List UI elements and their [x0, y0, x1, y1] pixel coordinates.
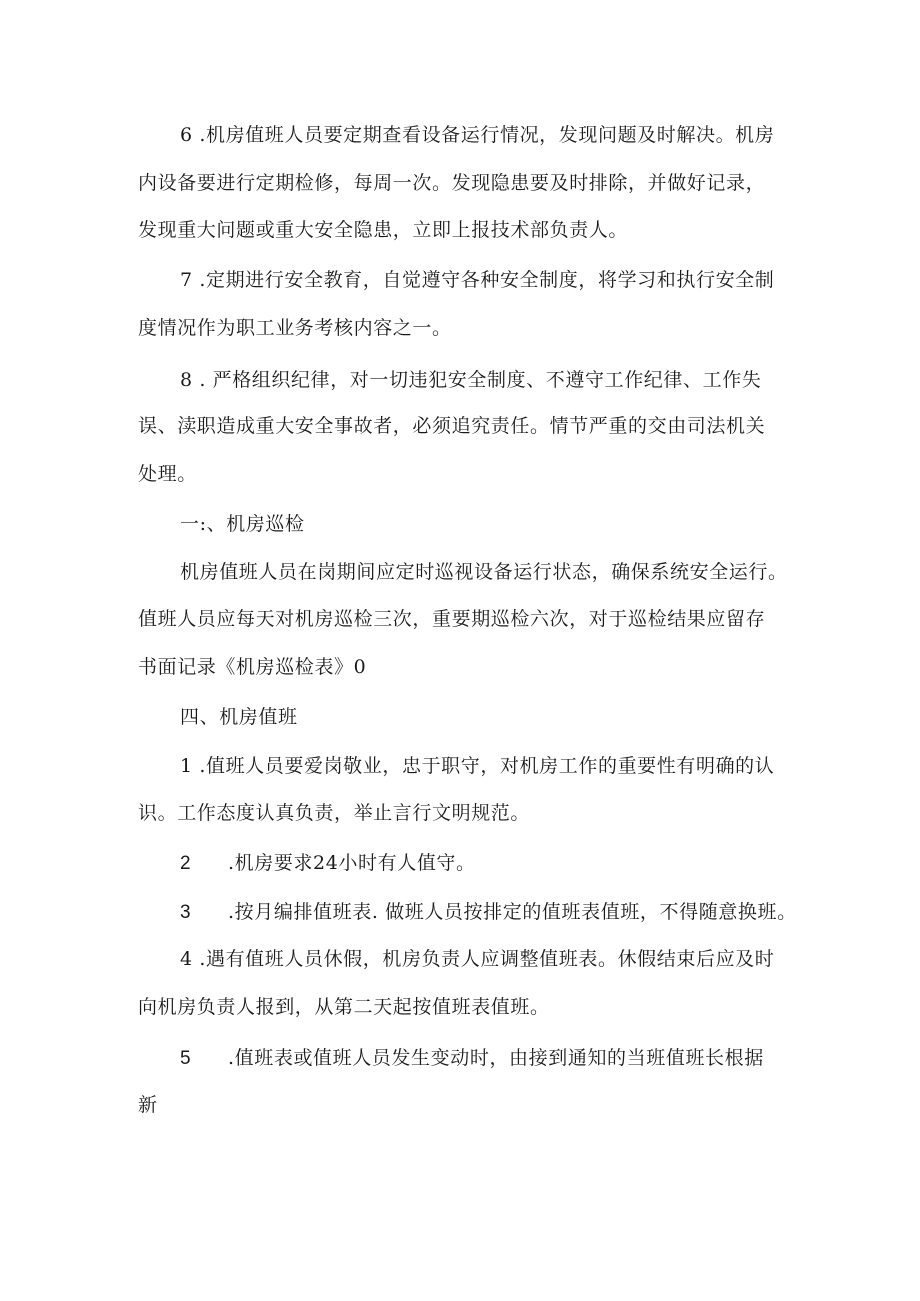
duty-item-5-continuation: 新 [138, 1094, 158, 1116]
duty-item-2-number: 2 [180, 853, 191, 874]
section-heading-inspection: 一:、机房巡检 [180, 513, 305, 535]
duty-item-1-line-1: 1 .值班人员要爱岗敬业，忠于职守，对机房工作的重要性有明确的认 [180, 755, 775, 777]
paragraph-8-line-2: 误、渎职造成重大安全事故者，必须追究责任。情节严重的交由司法机关 [138, 415, 766, 437]
duty-item-5-number: 5 [180, 1048, 191, 1069]
duty-item-4-line-1: 4 .遇有值班人员休假，机房负责人应调整值班表。休假结束后应及时 [180, 948, 775, 970]
duty-item-2 [180, 850, 476, 877]
duty-item-4-line-2: 向机房负责人报到，从第二天起按值班表值班。 [138, 996, 550, 1018]
duty-item-3 [180, 899, 797, 926]
paragraph-8-line-3: 处理。 [138, 463, 197, 485]
section-heading-duty: 四、机房值班 [180, 706, 298, 728]
paragraph-6-line-1: 6 .机房值班人员要定期查看设备运行情况，发现问题及时解决。机房 [180, 124, 775, 146]
inspection-line-3: 书面记录《机房巡检表》0 [138, 656, 367, 678]
duty-item-5 [180, 1045, 764, 1072]
paragraph-6-line-2: 内设备要进行定期检修，每周一次。发现隐患要及时排除，并做好记录， [138, 172, 766, 194]
duty-item-1-line-2: 识。工作态度认真负责，举止言行文明规范。 [138, 802, 531, 824]
inspection-line-1: 机房值班人员在岗期间应定时巡视设备运行状态，确保系统安全运行。 [180, 561, 788, 583]
paragraph-8-line-1: 8 . 严格组织纪律，对一切违犯安全制度、不遵守工作纪律、工作失 [180, 369, 762, 391]
duty-item-3-text: .按月编排值班表. 做班人员按排定的值班表值班，不得随意换班。 [228, 901, 797, 923]
duty-item-5-text: .值班表或值班人员发生变动时，由接到通知的当班值班长根据 [228, 1047, 764, 1069]
duty-item-2-text: .机房要求24小时有人值守。 [228, 852, 476, 874]
duty-item-3-number: 3 [180, 902, 191, 923]
inspection-line-2: 值班人员应每天对机房巡检三次，重要期巡检六次，对于巡检结果应留存 [138, 608, 766, 630]
paragraph-7-line-1: 7 .定期进行安全教育，自觉遵守各种安全制度，将学习和执行安全制 [180, 269, 775, 291]
paragraph-7-line-2: 度情况作为职工业务考核内容之一。 [138, 317, 452, 339]
paragraph-6-line-3: 发现重大问题或重大安全隐患，立即上报技术部负责人。 [138, 219, 629, 241]
